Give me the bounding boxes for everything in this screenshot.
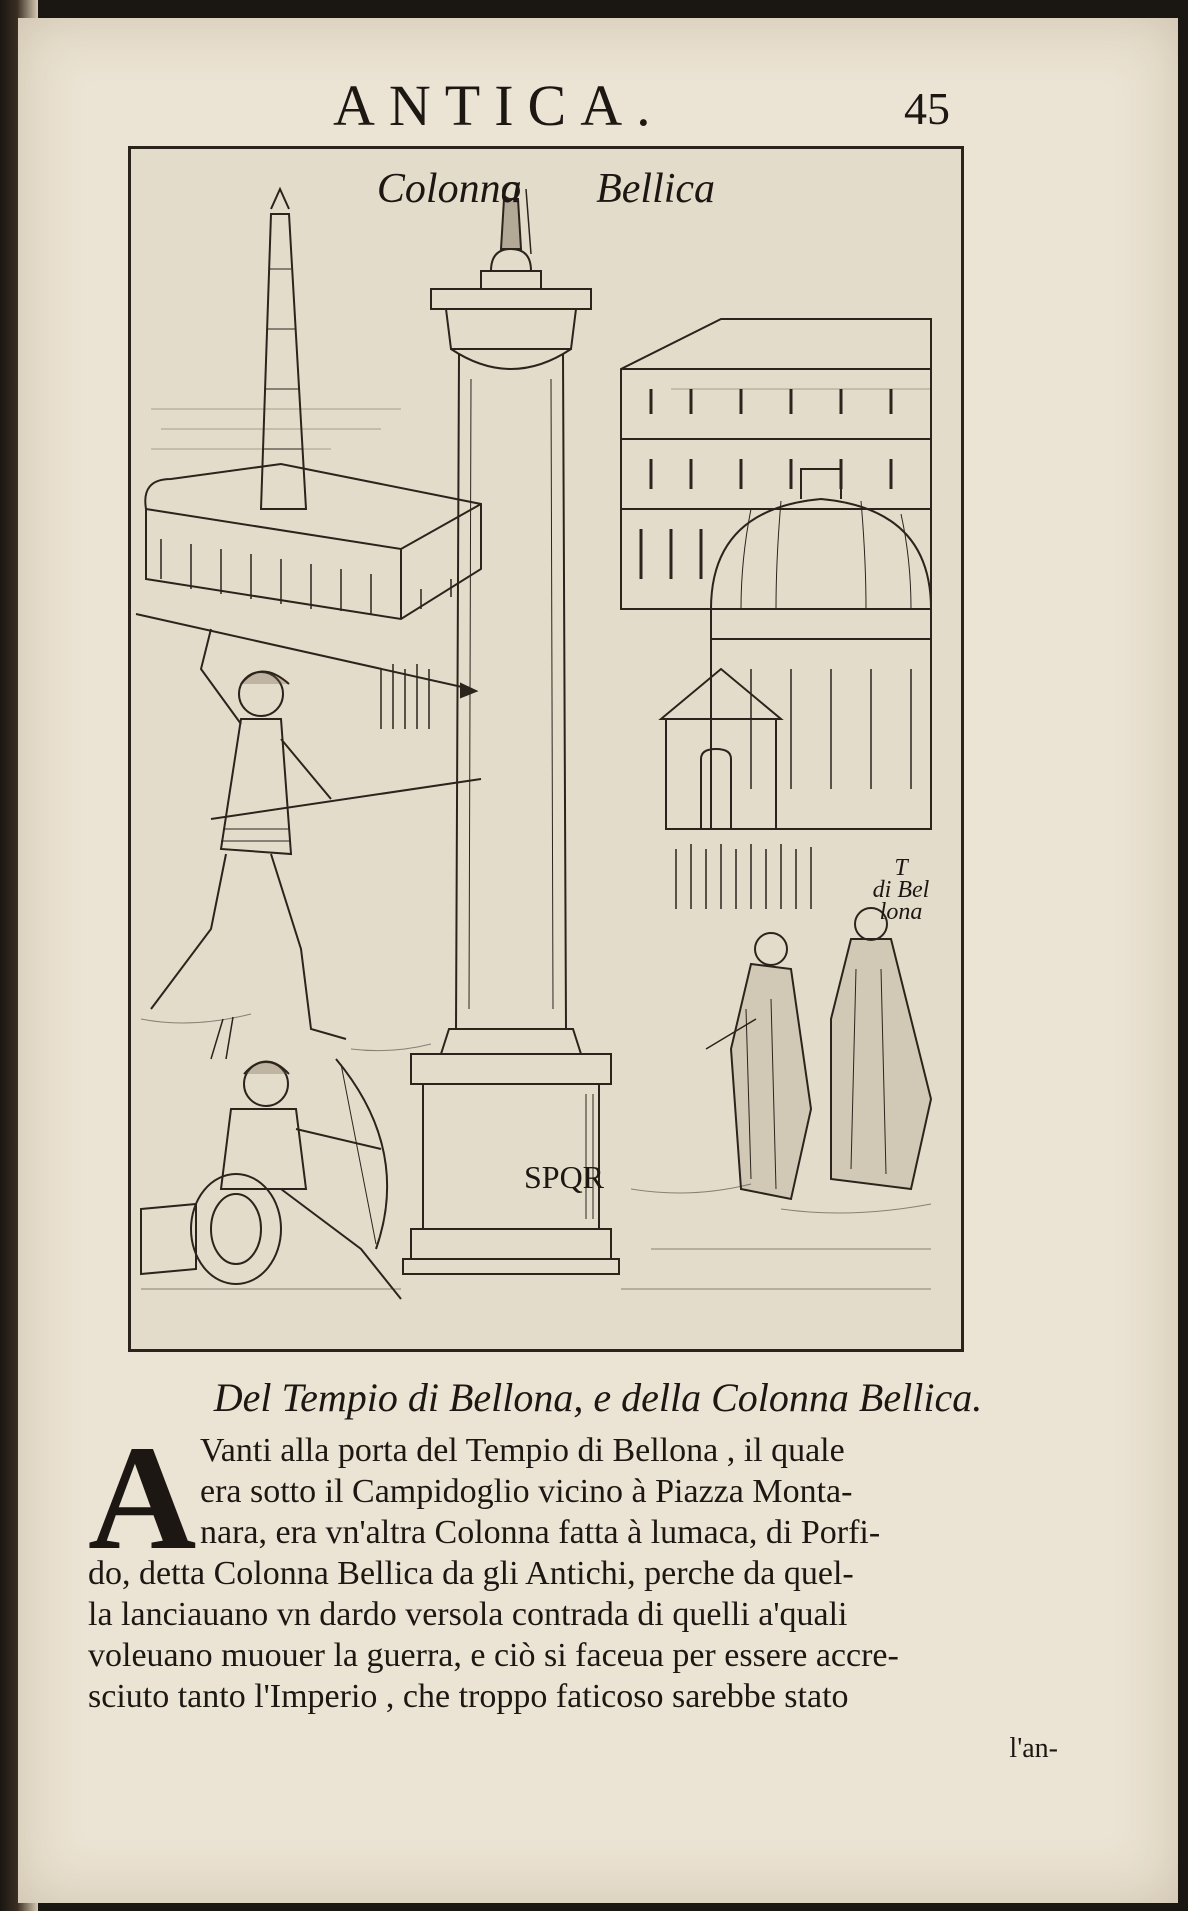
text-line: la lanciauano vn dardo versola contrada di quelli a'quali [88,1596,848,1633]
temple-label-line: di Bel [872,877,930,903]
book-page [18,18,1178,1903]
text-line: nara, era vn'altra Colonna fatta à lumaca, di Porfi- [200,1514,881,1551]
text-line: voleuano muouer la guerra, e ciò si faceua per essere accre- [88,1637,899,1674]
archer-drawing [141,1017,401,1299]
temple-label [851,857,951,923]
drop-cap: A [88,1415,197,1581]
circus-drawing [145,464,481,619]
page-header [18,64,1178,144]
text-line: Vanti alla porta del Tempio di Bellona , il quale [200,1432,845,1469]
crowd-drawing [381,664,811,909]
column-bellica-drawing [403,183,619,1274]
pedestal-inscription: SPQR [523,1159,605,1195]
catchword: l'an- [1009,1733,1058,1764]
ground-hatching [141,1014,931,1289]
temple-label-line: lona [879,899,923,925]
plate-caption: Colonna Bellica [376,166,716,212]
temple-label-line: T [894,855,908,881]
text-line: sciuto tanto l'Imperio , che troppo faticoso sarebbe stato [88,1678,849,1715]
obelisk-drawing [261,189,306,509]
text-line: do, detta Colonna Bellica da gli Antichi, perche da quel- [88,1555,854,1592]
domed-temple-drawing [661,469,931,829]
palazzo-drawing [621,319,931,609]
body-paragraph [88,1415,1048,1717]
robed-figures-drawing [706,908,931,1199]
sky-hatching [151,369,931,449]
running-head: ANTICA. [333,73,665,138]
page-number: 45 [904,83,950,134]
section-title: Del Tempio di Bellona, e della Colonna Bellica. [213,1375,983,1420]
engraving-plate [128,146,964,1352]
text-line: era sotto il Campidoglio vicino à Piazza Monta- [200,1473,853,1510]
